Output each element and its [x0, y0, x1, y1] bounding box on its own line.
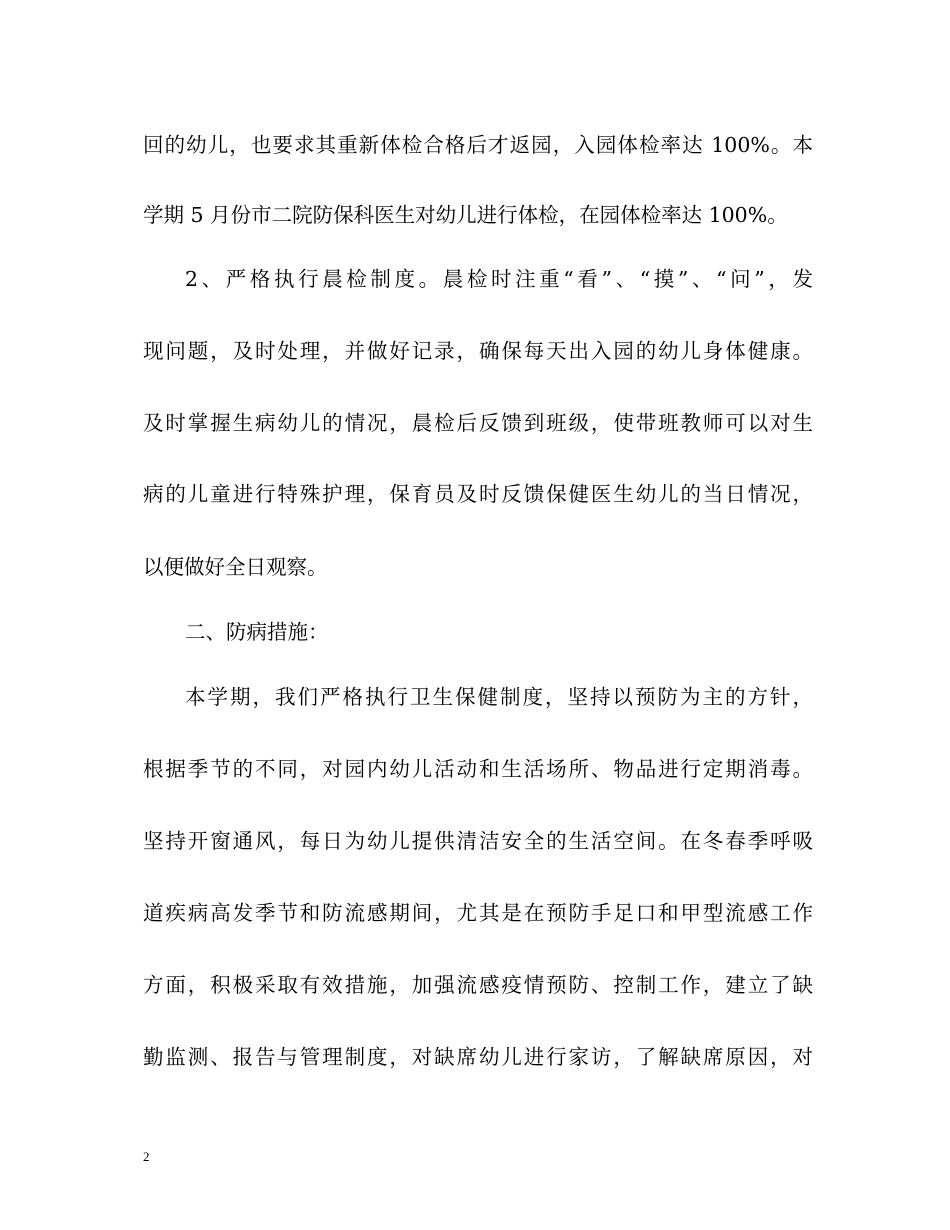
- text-line-6: 病的儿童进行特殊护理，保育员及时反馈保健医生幼儿的当日情况，: [143, 482, 813, 506]
- text-line-9: 本学期，我们严格执行卫生保健制度，坚持以预防为主的方针，: [185, 685, 813, 709]
- text-line-2: 学期 5 月份市二院防保科医生对幼儿进行体检，在园体检率达 100%。: [143, 203, 788, 227]
- text-line-1: 回的幼儿，也要求其重新体检合格后才返园，入园体检率达 100%。本: [143, 133, 813, 157]
- text-line-11: 坚持开窗通风，每日为幼儿提供清洁安全的生活空间。在冬春季呼吸: [143, 829, 813, 853]
- text-line-13: 方面，积极采取有效措施，加强流感疫情预防、控制工作，建立了缺: [143, 973, 813, 997]
- text-line-4: 现问题，及时处理，并做好记录，确保每天出入园的幼儿身体健康。: [143, 339, 813, 363]
- text-line-14: 勤监测、报告与管理制度，对缺席幼儿进行家访，了解缺席原因，对: [143, 1045, 813, 1069]
- text-line-3: 2、严格执行晨检制度。晨检时注重“看”、“摸”、“问”，发: [185, 267, 813, 291]
- page-number: 2: [143, 1149, 150, 1164]
- text-line-5: 及时掌握生病幼儿的情况，晨检后反馈到班级，使带班教师可以对生: [143, 411, 813, 435]
- section-heading: 二、防病措施：: [185, 620, 329, 644]
- text-line-7: 以便做好全日观察。: [143, 555, 328, 579]
- text-line-12: 道疾病高发季节和防流感期间，尤其是在预防手足口和甲型流感工作: [143, 901, 813, 925]
- text-line-10: 根据季节的不同，对园内幼儿活动和生活场所、物品进行定期消毒。: [143, 757, 813, 781]
